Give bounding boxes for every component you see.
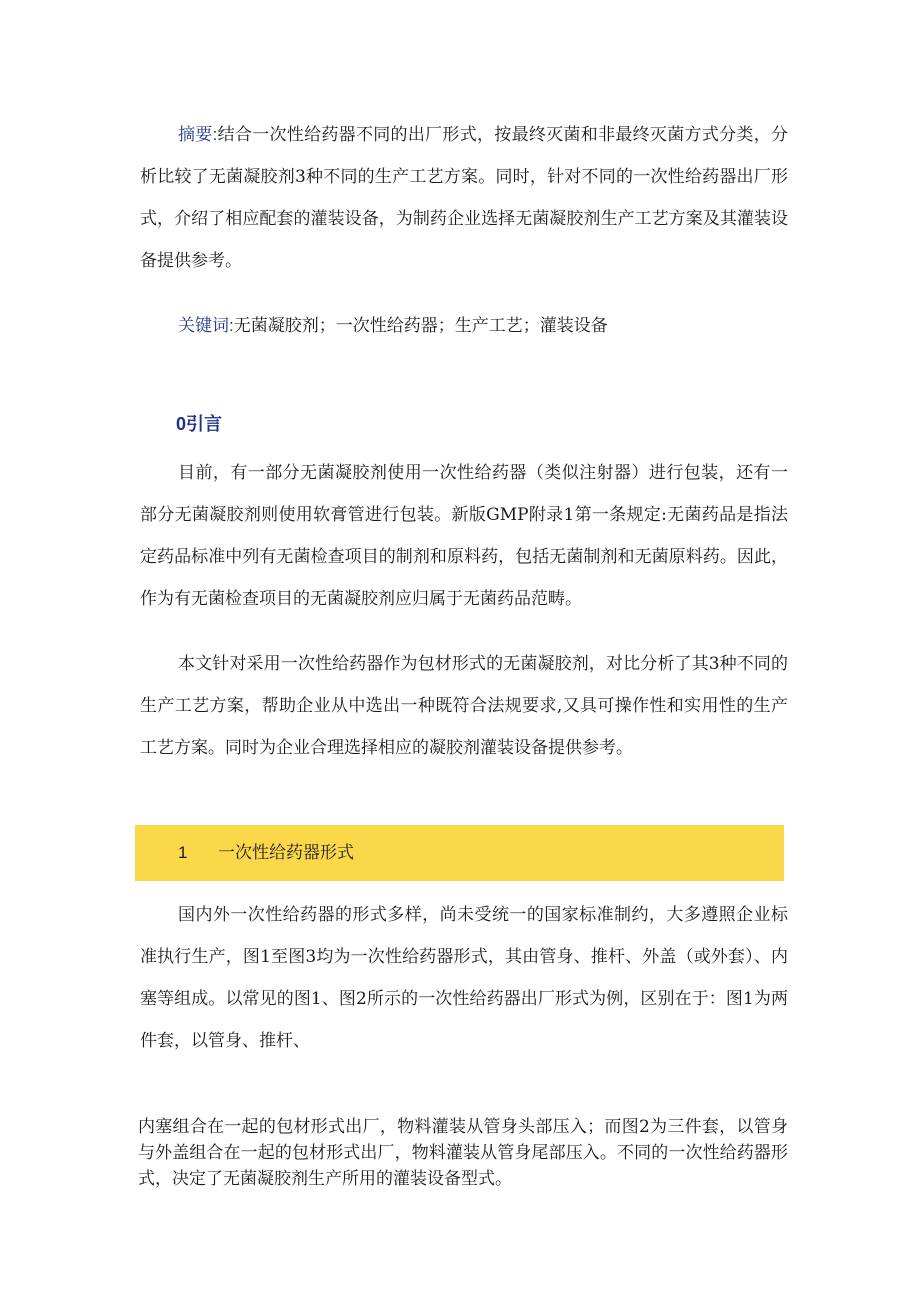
keywords-text: 无菌凝胶剂；一次性给药器；生产工艺；灌装设备	[233, 316, 608, 336]
keywords-label: 关键词:	[178, 316, 234, 335]
abstract-label: 摘要:	[178, 125, 218, 144]
section-1-title: 一次性给药器形式	[218, 843, 354, 862]
abstract-paragraph	[140, 114, 788, 282]
intro-paragraph-1: 目前，有一部分无菌凝胶剂使用一次性给药器（类似注射器）进行包装，还有一部分无菌凝胶剂则使用软膏管进行包装。新版GMP附录1第一条规定:无菌药品是指法定药品标准中列有无菌检查项目的制剂和原料药，包括无菌制剂和无菌原料药。因此，作为有无菌检查项目的无菌凝胶剂应归属于无菌药品范畴。	[140, 463, 788, 609]
intro-paragraph-2: 本文针对采用一次性给药器作为包材形式的无菌凝胶剂，对比分析了其3种不同的生产工艺方案，帮助企业从中选出一种既符合法规要求,又具可操作性和实用性的生产工艺方案。同时为企业合理选择相应的凝胶剂灌装设备提供参考。	[140, 654, 788, 758]
section-1-paragraph-1: 国内外一次性给药器的形式多样，尚未受统一的国家标准制约，大多遵照企业标准执行生产，图1至图3均为一次性给药器形式，其由管身、推杆、外盖（或外套）、内塞等组成。以常见的图1、图2所示的一次性给药器出厂形式为例，区别在于：图1为两件套，以管身、推杆、	[140, 905, 788, 1051]
intro-heading: 0引言	[176, 414, 223, 434]
section-1-number: 1	[178, 843, 188, 862]
keywords-paragraph	[140, 305, 788, 347]
abstract-text: 结合一次性给药器不同的出厂形式，按最终灭菌和非最终灭菌方式分类，分析比较了无菌凝胶剂3种不同的生产工艺方案。同时，针对不同的一次性给药器出厂形式，介绍了相应配套的灌装设备，为制药企业选择无菌凝胶剂生产工艺方案及其灌装设备提供参考。	[140, 125, 788, 271]
section-1-paragraph-2: 内塞组合在一起的包材形式出厂，物料灌装从管身头部压入；而图2为三件套，以管身与外盖组合在一起的包材形式出厂，物料灌装从管身尾部压入。不同的一次性给药器形式，决定了无菌凝胶剂生产所用的灌装设备型式。	[138, 1117, 788, 1189]
section-1-heading-band	[135, 825, 784, 881]
